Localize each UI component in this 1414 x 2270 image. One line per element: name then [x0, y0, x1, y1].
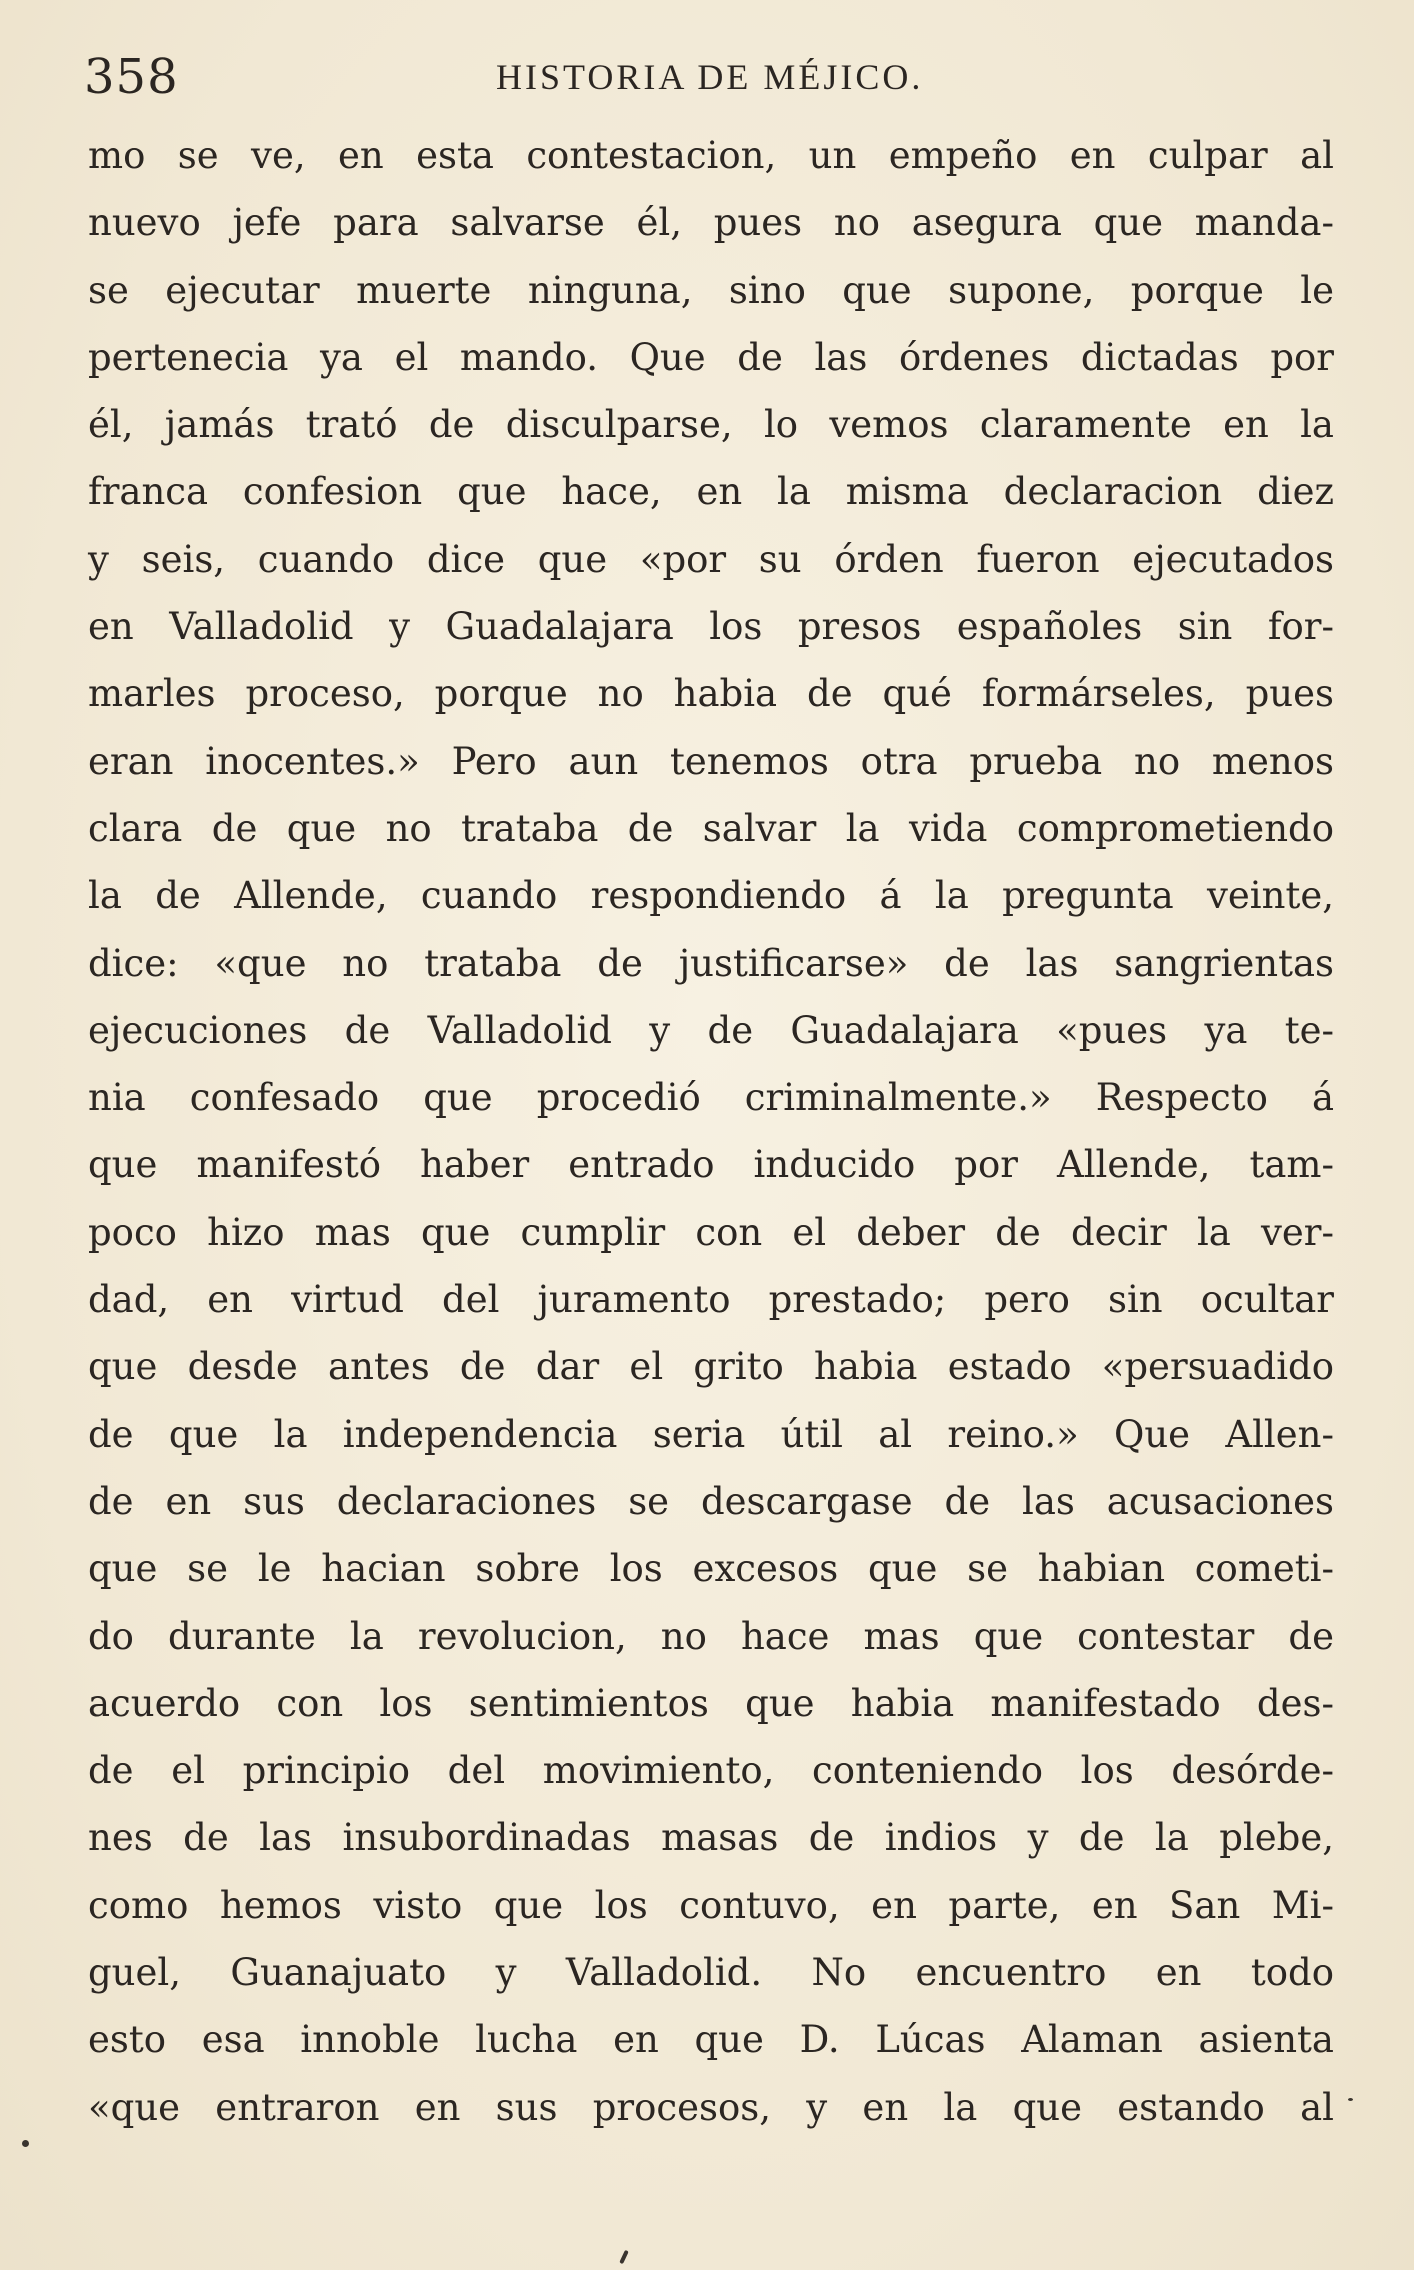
text-line: en Valladolid y Guadalajara los presos españoles sin for-	[88, 605, 1334, 649]
ink-speck	[619, 2250, 629, 2264]
text-line: mo se ve, en esta contestacion, un empeño en culpar al	[88, 134, 1334, 177]
text-line: que desde antes de dar el grito habia estado «persuadido	[88, 1345, 1334, 1389]
text-line: de que la independencia seria útil al reino.» Que Allen-	[88, 1412, 1334, 1456]
text-line: nuevo jefe para salvarse él, pues no asegura que manda-	[88, 201, 1334, 245]
text-line: clara de que no trataba de salvar la vida comprometiendo	[88, 806, 1334, 850]
text-line: y seis, cuando dice que «por su órden fueron ejecutados	[88, 537, 1334, 581]
text-line: nes de las insubordinadas masas de indios y de la plebe,	[88, 1816, 1334, 1860]
body-text	[88, 122, 1334, 2141]
page-header	[84, 42, 1332, 112]
text-line: la de Allende, cuando respondiendo á la pregunta veinte,	[88, 874, 1334, 918]
text-line: de el principio del movimiento, conteniendo los desórde-	[88, 1749, 1334, 1793]
text-line: dice: «que no trataba de justificarse» de las sangrientas	[88, 941, 1334, 985]
running-head: HISTORIA DE MÉJICO.	[496, 57, 924, 97]
text-line: eran inocentes.» Pero aun tenemos otra prueba no menos	[88, 739, 1334, 783]
text-line: que manifestó haber entrado inducido por Allende, tam-	[88, 1143, 1334, 1187]
text-line: guel, Guanajuato y Valladolid. No encuentro en todo	[88, 1951, 1334, 1995]
text-line: dad, en virtud del juramento prestado; pero sin ocultar	[88, 1278, 1334, 1322]
text-line: nia confesado que procedió criminalmente.» Respecto á	[88, 1076, 1334, 1120]
text-line: esto esa innoble lucha en que D. Lúcas Alaman asienta	[88, 2018, 1334, 2062]
text-line: «que entraron en sus procesos, y en la que estando al	[88, 2085, 1334, 2129]
text-line: él, jamás trató de disculparse, lo vemos claramente en la	[88, 403, 1334, 447]
text-line: acuerdo con los sentimientos que habia manifestado des-	[88, 1681, 1334, 1725]
text-line: que se le hacian sobre los excesos que se habian cometi-	[88, 1547, 1334, 1591]
text-line: de en sus declaraciones se descargase de las acusaciones	[88, 1479, 1334, 1523]
text-line: ejecuciones de Valladolid y de Guadalajara «pues ya te-	[88, 1008, 1334, 1052]
text-line: se ejecutar muerte ninguna, sino que supone, porque le	[88, 268, 1334, 312]
text-line: do durante la revolucion, no hace mas que contestar de	[88, 1614, 1334, 1658]
text-line: franca confesion que hace, en la misma declaracion diez	[88, 470, 1334, 514]
page-number: 358	[84, 49, 179, 105]
ink-speck	[22, 2140, 29, 2147]
text-line: como hemos visto que los contuvo, en parte, en San Mi-	[88, 1883, 1334, 1927]
text-line: poco hizo mas que cumplir con el deber de decir la ver-	[88, 1210, 1334, 1254]
text-line: pertenecia ya el mando. Que de las órdenes dictadas por	[88, 335, 1334, 379]
text-line: marles proceso, porque no habia de qué formárseles, pues	[88, 672, 1334, 716]
ink-speck	[1348, 2098, 1353, 2101]
